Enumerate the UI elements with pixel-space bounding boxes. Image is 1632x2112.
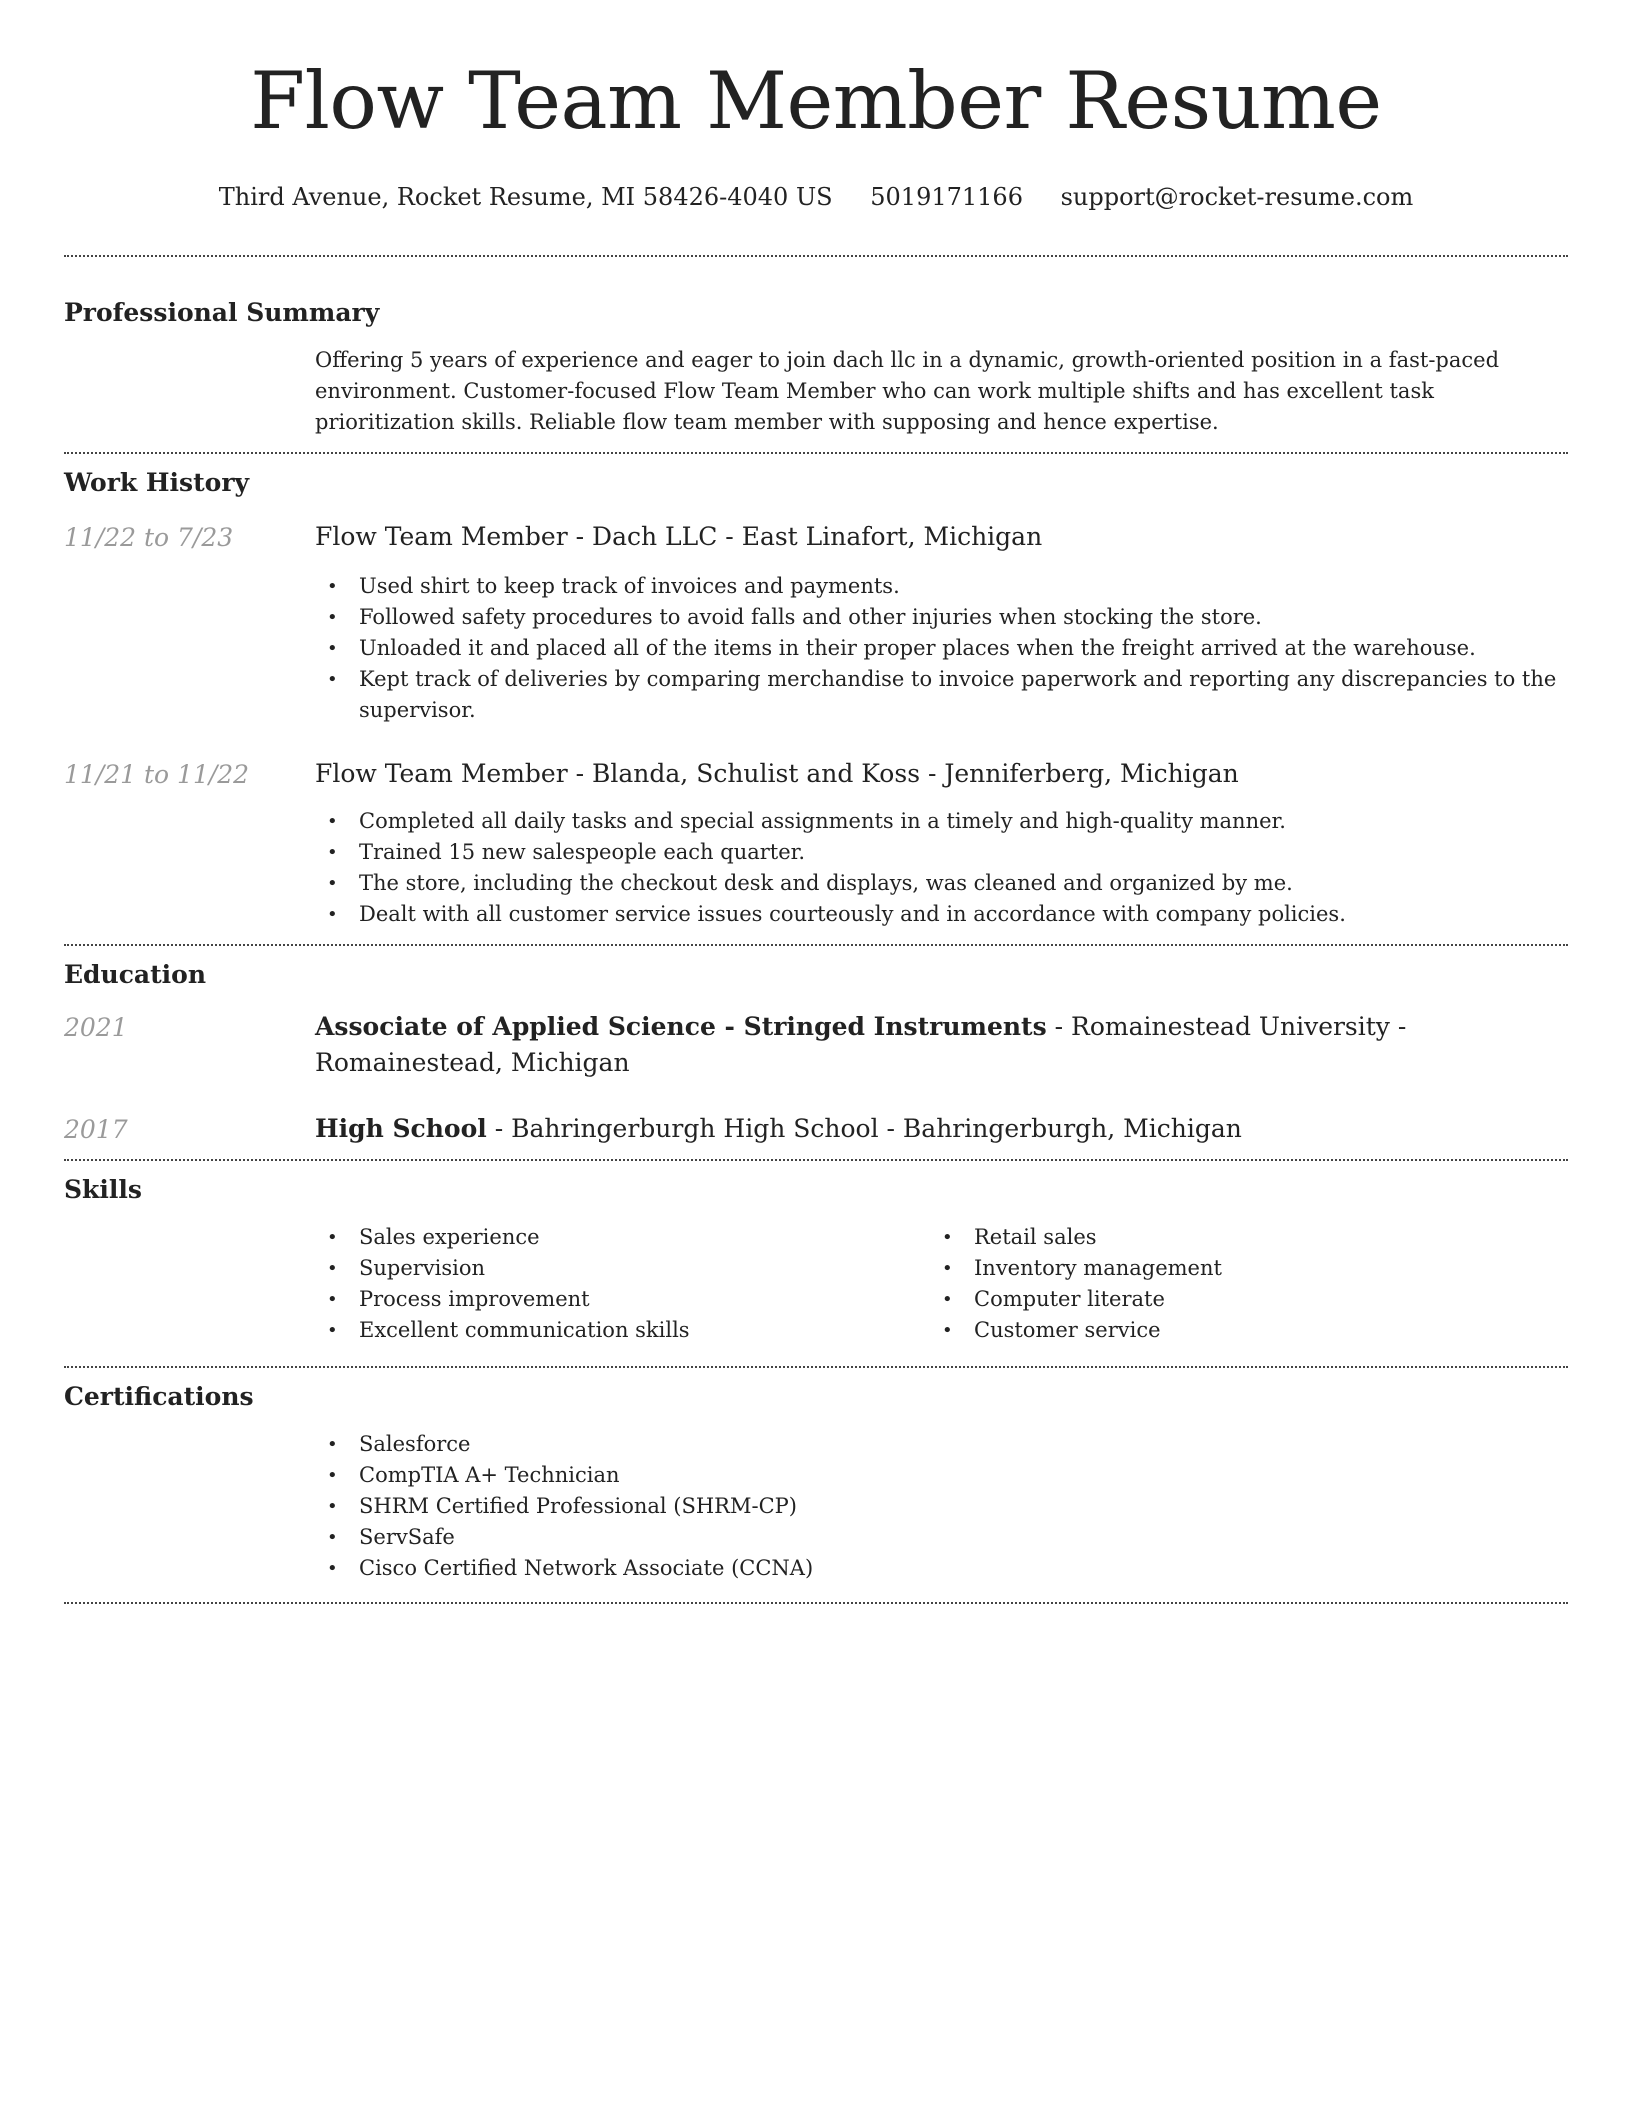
section-title-summary: Professional Summary: [64, 298, 380, 327]
list-item: • The store, including the checkout desk and displays, was cleaned and organized by me.: [315, 868, 1568, 899]
education-details: - Romainestead University - Romainestead, Michigan: [315, 1012, 1407, 1077]
education-details: - Bahringerburgh High School - Bahringerburgh, Michigan: [486, 1114, 1242, 1143]
divider: [64, 1159, 1568, 1161]
skills-list-left: [315, 1222, 930, 1346]
summary-text: Offering 5 years of experience and eager to join dach llc in a dynamic, growth-oriented position in a fast-paced environment. Customer-focused Flow Team Member who can work multiple shifts and has excellent task prioritization skills. Reliable flow team member with supposing and hence expertise.: [315, 348, 1500, 434]
list-item: • Computer literate: [930, 1284, 1545, 1315]
resume-page: [64, 0, 1568, 1604]
education-degree: Associate of Applied Science - Stringed Instruments: [315, 1012, 1047, 1041]
divider: [64, 944, 1568, 946]
job-details: - Dach LLC - East Linafort, Michigan: [567, 522, 1043, 551]
job-bullets: [315, 571, 1568, 726]
address-text: Third Avenue, Rocket Resume, MI 58426-4040 US: [218, 183, 833, 211]
education-year: 2021: [64, 1013, 128, 1042]
work-history-section: [64, 470, 1568, 930]
job-position: Flow Team Member: [315, 759, 568, 788]
education-degree: High School: [315, 1114, 487, 1143]
resume-header: [64, 0, 1568, 209]
list-item: • Unloaded it and placed all of the items in their proper places when the freight arrived at the warehouse.: [315, 633, 1568, 664]
job-dates: 11/21 to 11/22: [64, 760, 250, 789]
job-entry: [64, 756, 1568, 930]
list-item: • Process improvement: [315, 1284, 930, 1315]
list-item: • Dealt with all customer service issues courteously and in accordance with company policies.: [315, 899, 1568, 930]
email-text: support@rocket-resume.com: [1060, 183, 1414, 211]
certifications-section: [64, 1384, 1568, 1584]
list-item: • Followed safety procedures to avoid falls and other injuries when stocking the store.: [315, 602, 1568, 633]
education-entry: [64, 1111, 1568, 1147]
education-entry: [64, 1009, 1568, 1081]
list-item: • Used shirt to keep track of invoices and payments.: [315, 571, 1568, 602]
summary-section: [64, 300, 1568, 438]
section-title-education: Education: [64, 960, 207, 989]
section-title-skills: Skills: [64, 1175, 142, 1204]
skills-section: [64, 1177, 1568, 1346]
list-item: • Excellent communication skills: [315, 1315, 930, 1346]
job-heading: [315, 756, 1568, 792]
divider: [64, 1602, 1568, 1604]
certifications-list: [315, 1429, 1568, 1584]
list-item: • Customer service: [930, 1315, 1545, 1346]
job-heading: [315, 519, 1568, 555]
list-item: • Kept track of deliveries by comparing merchandise to invoice paperwork and reporting any discrepancies to the supervisor.: [315, 664, 1568, 726]
list-item: • Inventory management: [930, 1253, 1545, 1284]
job-entry: [64, 519, 1568, 726]
skills-columns: [315, 1222, 1568, 1346]
divider: [64, 1366, 1568, 1368]
list-item: • ServSafe: [315, 1522, 1568, 1553]
education-year: 2017: [64, 1115, 128, 1144]
list-item: • Salesforce: [315, 1429, 1568, 1460]
education-heading: [315, 1009, 1568, 1081]
divider: [64, 255, 1568, 257]
list-item: • SHRM Certified Professional (SHRM-CP): [315, 1491, 1568, 1522]
list-item: • Retail sales: [930, 1222, 1545, 1253]
list-item: • Cisco Certified Network Associate (CCNA): [315, 1553, 1568, 1584]
section-title-work-history: Work History: [64, 468, 250, 497]
job-bullets: [315, 806, 1568, 930]
section-title-certifications: Certifications: [64, 1382, 254, 1411]
skills-list-right: [930, 1222, 1545, 1346]
list-item: • Sales experience: [315, 1222, 930, 1253]
job-dates: 11/22 to 7/23: [64, 523, 234, 552]
contact-line: [64, 185, 1568, 209]
resume-title: Flow Team Member Resume: [250, 55, 1382, 147]
list-item: • Completed all daily tasks and special assignments in a timely and high-quality manner.: [315, 806, 1568, 837]
phone-text: 5019171166: [870, 183, 1023, 211]
list-item: • Supervision: [315, 1253, 930, 1284]
list-item: • Trained 15 new salespeople each quarter.: [315, 837, 1568, 868]
divider: [64, 452, 1568, 454]
education-section: [64, 962, 1568, 1147]
list-item: • CompTIA A+ Technician: [315, 1460, 1568, 1491]
job-details: - Blanda, Schulist and Koss - Jenniferberg, Michigan: [567, 759, 1239, 788]
job-position: Flow Team Member: [315, 522, 568, 551]
education-heading: [315, 1111, 1568, 1147]
